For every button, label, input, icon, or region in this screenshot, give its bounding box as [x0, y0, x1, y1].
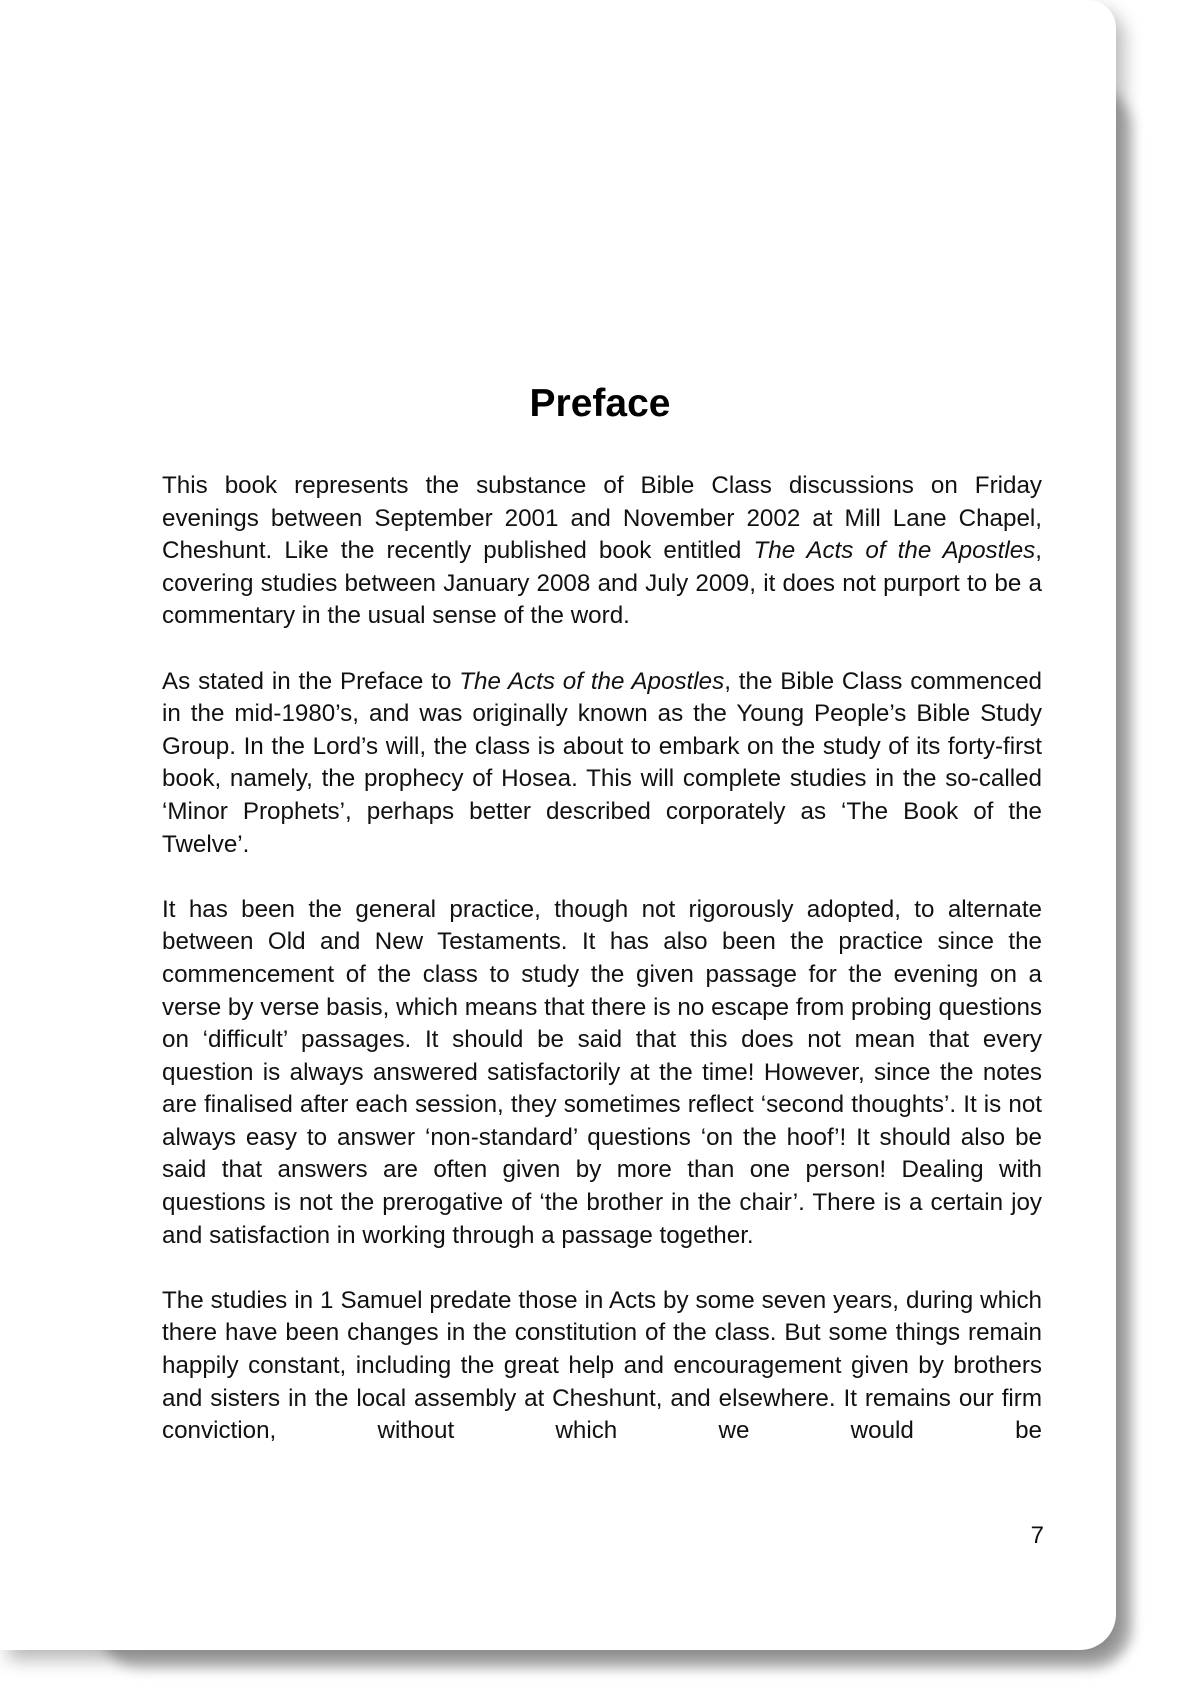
paragraph-2	[162, 666, 1042, 862]
paragraph-2-text-a: As stated in the Preface to	[162, 667, 460, 695]
preface-body	[162, 470, 1042, 1480]
paragraph-2-text-b: , the Bible Class commenced in the mid-1980’s, and was originally known as the Young People’s Bible Study Group. In the Lord’s will, the class is about to embark on the study of its forty-first book, namely, the prophecy of Hosea. This will complete studies in the so-called ‘Minor Prophets’, perhaps better described corporately as ‘The Book of the Twelve’.	[162, 667, 1042, 858]
paragraph-3: It has been the general practice, though not rigorously adopted, to alternate between Old and New Testaments. It has also been the practice since the commencement of the class to study the given passage for the evening on a verse by verse basis, which means that there is no escape from probing questions on ‘difficult’ passages. It should be said that this does not mean that every question is always answered satisfactorily at the time! However, since the notes are finalised after each session, they sometimes reflect ‘second thoughts’. It is not always easy to answer ‘non-standard’ questions ‘on the hoof’! It should also be said that answers are often given by more than one person! Dealing with questions is not the prerogative of ‘the brother in the chair’. There is a certain joy and satisfaction in working through a passage together.	[162, 895, 1042, 1249]
page-title: Preface	[529, 382, 671, 425]
paragraph-1-text-b: , covering studies between January 2008 and July 2009, it does not purport to be a commentary in the usual sense of the word.	[162, 537, 1042, 630]
paragraph-1-text-a: This book represents the substance of Bible Class discussions on Friday evenings between September 2001 and November 2002 at Mill Lane Chapel, Cheshunt. Like the recently published book entitled	[162, 472, 1042, 565]
paragraph-2-book-title: The Acts of the Apostles	[459, 667, 725, 695]
paragraph-4: The studies in 1 Samuel predate those in Acts by some seven years, during which there have been changes in the constitution of the class. But some things remain happily constant, including the great help and encouragement given by brothers and sisters in the local assembly at Cheshunt, and elsewhere. It remains our firm conviction, without which we would be	[162, 1286, 1042, 1445]
paragraph-1	[162, 470, 1042, 633]
page-number: 7	[1030, 1522, 1044, 1549]
paragraph-1-book-title: The Acts of the Apostles	[753, 537, 1036, 565]
